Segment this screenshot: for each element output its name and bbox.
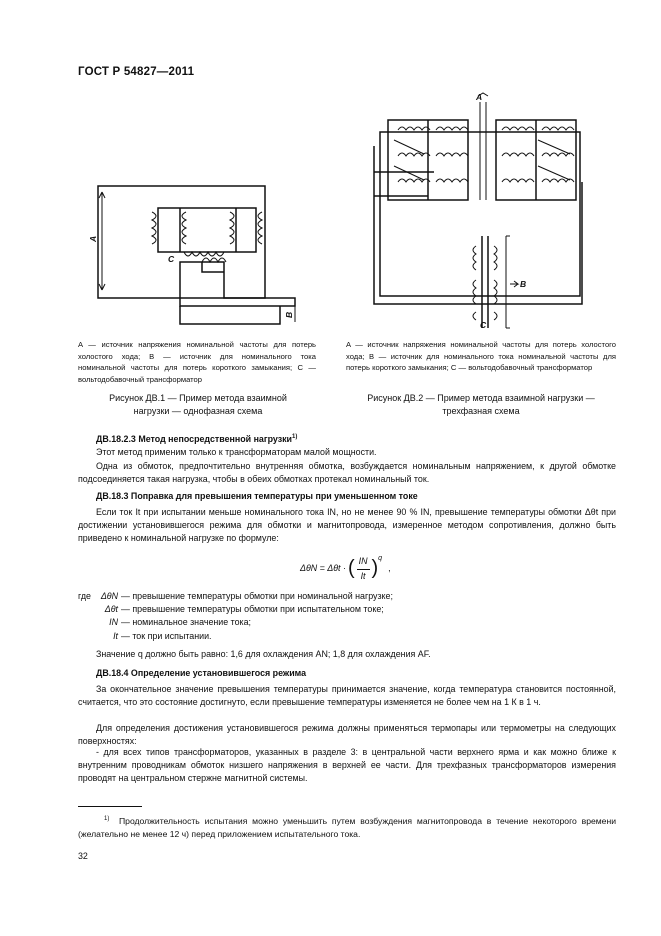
figure2-legend: A — источник напряжения номинальной частоты для потерь холостого хода; B — источник для номинального тока номинальной частоты для потерь короткого замыкания; C — вольтодобавочный трансформатор xyxy=(346,340,616,372)
figure2-label-a: A xyxy=(476,92,483,102)
section-1823-paragraph-1: Этот метод применим только к трансформаторам малой мощности. xyxy=(96,447,377,457)
definition-symbol: It xyxy=(113,630,118,641)
footnote xyxy=(78,813,616,841)
figure1-label-a: A xyxy=(88,235,98,242)
definition-row xyxy=(78,630,616,643)
figure1-label-b: B xyxy=(284,311,294,318)
page-number: 32 xyxy=(78,851,88,861)
definition-row xyxy=(78,616,616,629)
figure1-caption xyxy=(78,392,318,418)
formula: ΔθN = Δθt · ( $\frac{IN}{It}$ ) $^q$ , xyxy=(300,552,391,586)
section-183-paragraph-1: Если ток It при испытании меньше номинального тока IN, но не менее 90 % IN, превышение температуры обмотки Δθt при достижении установившегося режима для обмотки и магнитопровода, измеренное методом сопротивления, должно быть приведено к номинальной нагрузке по формуле: xyxy=(78,507,616,544)
formula-numerator: IN xyxy=(357,555,370,569)
formula-fraction xyxy=(357,555,370,582)
figure2-caption-line2: трехфазная схема xyxy=(442,406,520,416)
section-184-paragraph-1: За окончательное значение превышения температуры принимается значение, когда температура становится постоянной, считается, что это состояние достигнуто, если превышение температуры изменяется не более чем на 1 К в 1 ч. xyxy=(78,684,616,708)
where-word: где xyxy=(78,591,91,601)
footnote-ref: 1) xyxy=(292,434,298,440)
figure2-caption xyxy=(346,392,616,418)
formula-exponent: q xyxy=(378,555,383,562)
section-184-heading: ДВ.18.4 Определение установившегося режима xyxy=(96,668,307,678)
definition-row xyxy=(78,590,616,603)
figure2-label-b: B xyxy=(520,279,527,289)
definitions xyxy=(78,590,616,643)
footnote-mark: 1) xyxy=(104,816,110,822)
formula-denominator: It xyxy=(360,570,366,581)
formula-tail: , xyxy=(388,563,391,574)
figure1-frame xyxy=(98,186,295,324)
definition-text: — превышение температуры обмотки при номинальной нагрузке; xyxy=(121,591,393,601)
figure1-label-c: C xyxy=(168,254,175,264)
figure2-caption-line1: Рисунок ДВ.2 — Пример метода взаимной нагрузки — xyxy=(367,393,595,403)
figure2-frame xyxy=(374,93,582,328)
definition-row xyxy=(78,603,616,616)
figure1-caption-line1: Рисунок ДВ.1 — Пример метода взаимной xyxy=(109,393,287,403)
document-header: ГОСТ Р 54827—2011 xyxy=(78,66,195,78)
figure1-caption-line2: нагрузки — однофазная схема xyxy=(133,406,263,416)
q-value-text: Значение q должно быть равно: 1,6 для охлаждения AN; 1,8 для охлаждения AF. xyxy=(96,649,431,659)
section-184-paragraph-2: Для определения достижения установившегося режима должны применяться термопары или термометры на следующих поверхностях: xyxy=(78,723,616,747)
figure1-legend: A — источник напряжения номинальной частоты для потерь холостого хода; B — источник для номинального тока номинальной частоты для потерь короткого замыкания; C — вольтодобавочный трансформатор xyxy=(78,340,316,384)
definition-symbol: IN xyxy=(109,617,118,628)
footnote-text: Продолжительность испытания можно уменьшить путем возбуждения магнитопровода в течение некоторого времени (желательно не менее 12 ч) перед приложением испытательного тока. xyxy=(78,815,616,840)
definition-symbol: Δθt xyxy=(104,604,118,615)
footnote-rule xyxy=(78,806,142,807)
figure2-diagram xyxy=(370,92,600,337)
section-1823-heading: ДВ.18.2.3 Метод непосредственной нагрузки$^{1)}$ xyxy=(96,433,298,444)
figure1-diagram xyxy=(90,180,310,330)
definition-symbol: ΔθN xyxy=(100,591,118,601)
definition-text: — номинальное значение тока; xyxy=(121,617,252,628)
section-184-paragraph-3: - для всех типов трансформаторов, указанных в разделе 3: в центральной части верхнего ярма и как можно ближе к внутренним проводникам обмоток низшего напряжения в верхней ее части. Для трехфазных трансформаторов измерения проводят на центральном стержне магнитной системы. xyxy=(78,747,616,784)
section-183-heading: ДВ.18.3 Поправка для превышения температуры при уменьшенном токе xyxy=(96,491,418,501)
definition-text: — ток при испытании. xyxy=(121,630,212,641)
figure2-label-c: C xyxy=(480,320,487,330)
definition-text: — превышение температуры обмотки при испытательном токе; xyxy=(121,604,384,615)
formula-lhs: ΔθN = Δθt · xyxy=(300,563,346,574)
section-1823-paragraph-2: Одна из обмоток, предпочтительно внутренняя обмотка, возбуждается номинальным напряжением, к другой обмотке подсоединяется такая нагрузка, чтобы в обеих обмотках протекал номинальный ток. xyxy=(78,461,616,485)
